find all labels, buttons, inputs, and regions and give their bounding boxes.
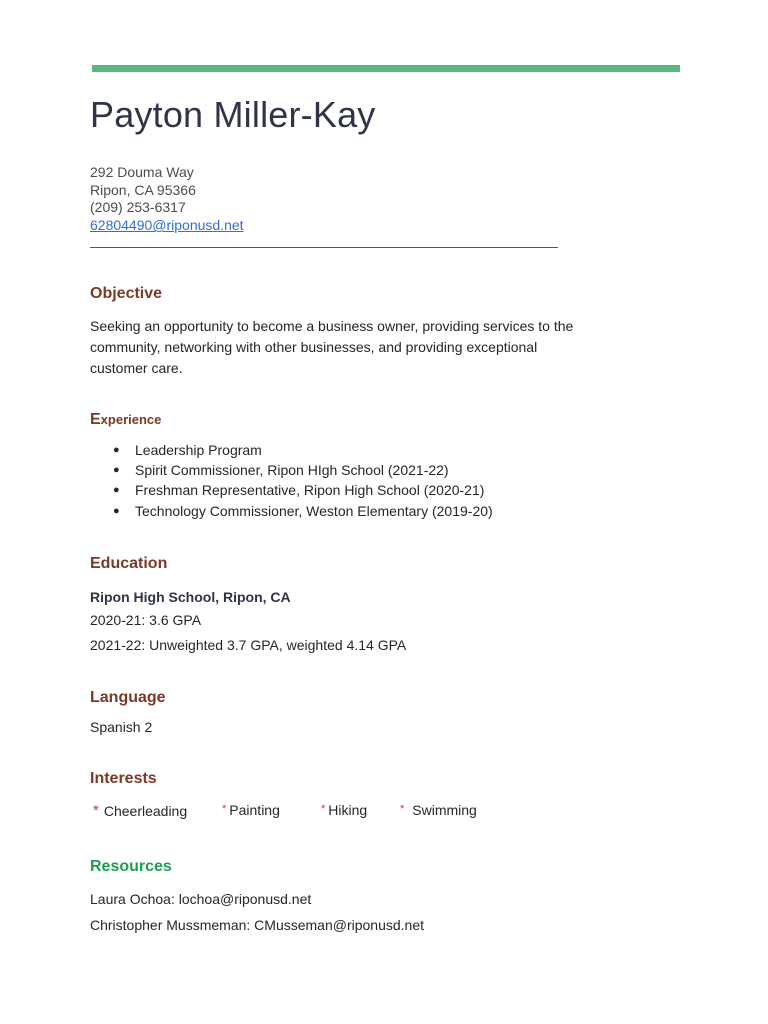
bullet-icon: ● xyxy=(113,444,120,456)
contact-street: 292 Douma Way xyxy=(90,164,194,180)
interest-item xyxy=(400,802,477,818)
list-item xyxy=(110,440,493,460)
interest-item xyxy=(222,802,280,818)
language-heading: Language xyxy=(90,689,166,706)
interest-item xyxy=(321,802,367,818)
experience-item: Freshman Representative, Ripon High School (2020-21) xyxy=(135,482,485,499)
asterisk-icon: * xyxy=(93,802,99,819)
interest-item xyxy=(93,802,187,819)
objective-text: Seeking an opportunity to become a business owner, providing services to the community, networking with other businesses, and providing exceptional customer care. xyxy=(90,318,574,376)
interests-heading: Interests xyxy=(90,770,157,787)
asterisk-icon: * xyxy=(400,803,405,815)
experience-item: Leadership Program xyxy=(135,442,262,458)
education-line: 2021-22: Unweighted 3.7 GPA, weighted 4.14 GPA xyxy=(90,637,407,653)
interest-label: Swimming xyxy=(412,802,477,818)
experience-heading xyxy=(90,411,161,429)
experience-item: Spirit Commissioner, Ripon HIgh School (2021-22) xyxy=(135,462,449,479)
contact-divider xyxy=(90,247,558,248)
contact-block xyxy=(90,164,244,235)
contact-city: Ripon, CA 95366 xyxy=(90,181,196,198)
education-heading: Education xyxy=(90,555,168,572)
bullet-icon: ● xyxy=(113,484,120,497)
interest-label: Cheerleading xyxy=(103,803,188,819)
experience-heading-rest: xperience xyxy=(100,412,162,427)
bullet-icon: ● xyxy=(113,464,120,477)
header-accent-bar xyxy=(92,65,680,72)
language-text: Spanish 2 xyxy=(90,719,153,735)
resource-item: Laura Ochoa: lochoa@riponusd.net xyxy=(90,891,312,907)
experience-list xyxy=(110,440,493,521)
resources-heading: Resources xyxy=(90,858,172,875)
bullet-icon: ● xyxy=(113,504,120,517)
asterisk-icon: * xyxy=(222,803,227,815)
list-item xyxy=(110,480,493,500)
education-line: 2020-21: 3.6 GPA xyxy=(90,612,202,628)
resume-name: Payton Miller-Kay xyxy=(90,94,376,135)
education-school: Ripon High School, Ripon, CA xyxy=(90,589,291,605)
experience-heading-initial: E xyxy=(90,411,101,428)
asterisk-icon: * xyxy=(321,803,326,815)
interest-label: Hiking xyxy=(328,802,368,818)
list-item xyxy=(110,460,493,480)
list-item xyxy=(110,501,493,521)
objective-heading: Objective xyxy=(90,285,163,302)
experience-item: Technology Commissioner, Weston Elementary (2019-20) xyxy=(135,502,493,519)
resource-item: Christopher Mussmeman: CMusseman@riponusd.net xyxy=(90,917,425,933)
contact-phone: (209) 253-6317 xyxy=(90,199,186,216)
contact-email-link[interactable]: 62804490@riponusd.net xyxy=(90,217,244,234)
interest-label: Painting xyxy=(229,802,280,818)
